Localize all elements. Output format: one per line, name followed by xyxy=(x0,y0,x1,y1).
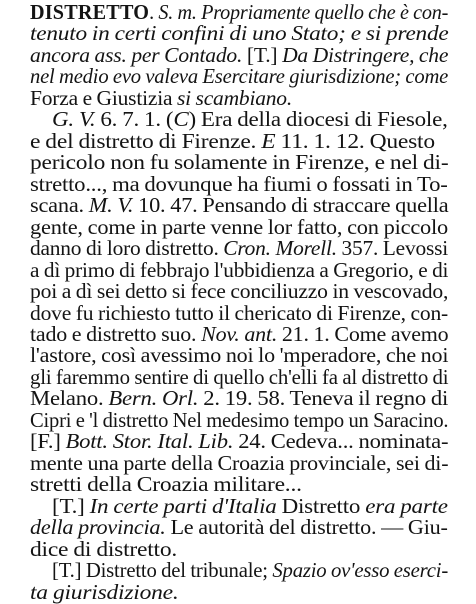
italic-text: Cron. Morell. xyxy=(223,236,342,260)
entry-line xyxy=(30,193,448,217)
text-segment: mente una parte della Croazia provinciale, sei di- xyxy=(30,451,449,475)
text-segment: 11. 1. 12. Questo xyxy=(280,129,435,153)
headword: DISTRETTO xyxy=(30,0,150,24)
text-segment: l'astore, così avessimo noi lo 'mperadore, che noi xyxy=(30,343,449,367)
text-segment: Forza e Giustizia xyxy=(30,86,177,110)
text-segment: Melano. xyxy=(30,386,109,410)
italic-text: Bott. Stor. Ital. Lib. xyxy=(65,429,239,453)
entry-line xyxy=(52,558,448,582)
italic-text: Bern. Orl. xyxy=(108,386,204,410)
text-segment: [F.] xyxy=(30,429,66,453)
italic-text: della provincia. xyxy=(30,515,171,539)
italic-text: G. V. xyxy=(52,107,101,131)
text-segment: scana. xyxy=(30,193,89,217)
entry-line xyxy=(52,107,448,131)
text-segment: 10. 47. Pensando di straccare quella xyxy=(138,193,449,217)
text-segment: Cipri e 'l distretto Nel medesimo tempo un Saracino. xyxy=(30,408,449,432)
text-segment: 357. Levossi xyxy=(341,236,448,260)
italic-text: ancora ass. per Contado. xyxy=(30,43,243,67)
text-segment: [T.] xyxy=(52,558,86,582)
entry-line xyxy=(30,150,448,174)
text-segment: 21. 1. Come avemo xyxy=(281,322,449,346)
italic-text: E xyxy=(261,129,281,153)
italic-text: tenuto in certi confini di uno Stato; e si prende xyxy=(30,21,449,45)
text-segment: 2. 19. 58. Teneva il regno di xyxy=(203,386,449,410)
italic-text: ta giurisdizione. xyxy=(30,580,179,604)
text-segment: Distretto del tribunale; xyxy=(85,558,273,582)
text-segment: [T.] xyxy=(52,494,90,518)
entry-line xyxy=(30,64,448,88)
italic-text: S. m. Propriamente quello che è con- xyxy=(158,0,449,24)
entry-line xyxy=(30,429,448,453)
entry-line xyxy=(30,472,302,496)
text-segment: pericolo non fu solamente in Firenze, e nel di- xyxy=(30,150,449,174)
text-segment: Le autorità del distretto. — Giu- xyxy=(170,515,448,539)
text-segment: . xyxy=(149,0,159,24)
text-segment: stretti della Croazia militare... xyxy=(30,472,302,496)
italic-text: Nov. ant. xyxy=(201,322,282,346)
text-segment: Distretto xyxy=(281,494,366,518)
text-segment: dove fu richiesto tutto il chericato di Firenze, con- xyxy=(30,301,449,325)
italic-text: era parte xyxy=(365,494,448,518)
entry-line xyxy=(30,236,448,260)
italic-text: nel medio evo valeva Esercitare giurisdizione; come xyxy=(30,64,449,88)
italic-text: C xyxy=(173,107,189,131)
entry-line xyxy=(30,580,179,604)
entry-line xyxy=(30,343,448,367)
text-segment: a dì primo di febbrajo l'ubbidienza a Gregorio, e di xyxy=(30,258,449,282)
text-segment: [T.] xyxy=(242,43,283,67)
text-segment: danno di loro distretto. xyxy=(30,236,224,260)
text-segment: tado e distretto suo. xyxy=(30,322,202,346)
entry-line xyxy=(30,21,449,45)
text-segment: 24. Cedeva... nominata- xyxy=(238,429,449,453)
text-segment: dice di distretto. xyxy=(30,537,178,561)
italic-text: Spazio ov'esso eserci- xyxy=(272,558,449,582)
text-segment: e del distretto di Firenze. xyxy=(30,129,262,153)
italic-text: In certe parti d'Italia xyxy=(89,494,282,518)
text-segment: stretto..., ma dovunque ha fiumi o fossati in To- xyxy=(30,172,448,196)
entry-line xyxy=(30,515,448,539)
text-segment: gente, come in parte venne lor fatto, con piccolo xyxy=(30,215,449,239)
text-segment: ) Era della diocesi di Fiesole, xyxy=(188,107,448,131)
text-segment: 6. 7. 1. ( xyxy=(100,107,174,131)
entry-line xyxy=(30,279,448,303)
text-segment: gli faremmo sentire di quello ch'elli fa al distretto di xyxy=(30,365,449,389)
entry-line xyxy=(30,386,448,410)
italic-text: M. V. xyxy=(88,193,139,217)
text-segment: poi a dì sei detto si fece conciliuzzo in vescovado, xyxy=(30,279,449,303)
italic-text: si scambiano. xyxy=(176,86,293,110)
italic-text: Da Distringere, che xyxy=(282,43,449,67)
